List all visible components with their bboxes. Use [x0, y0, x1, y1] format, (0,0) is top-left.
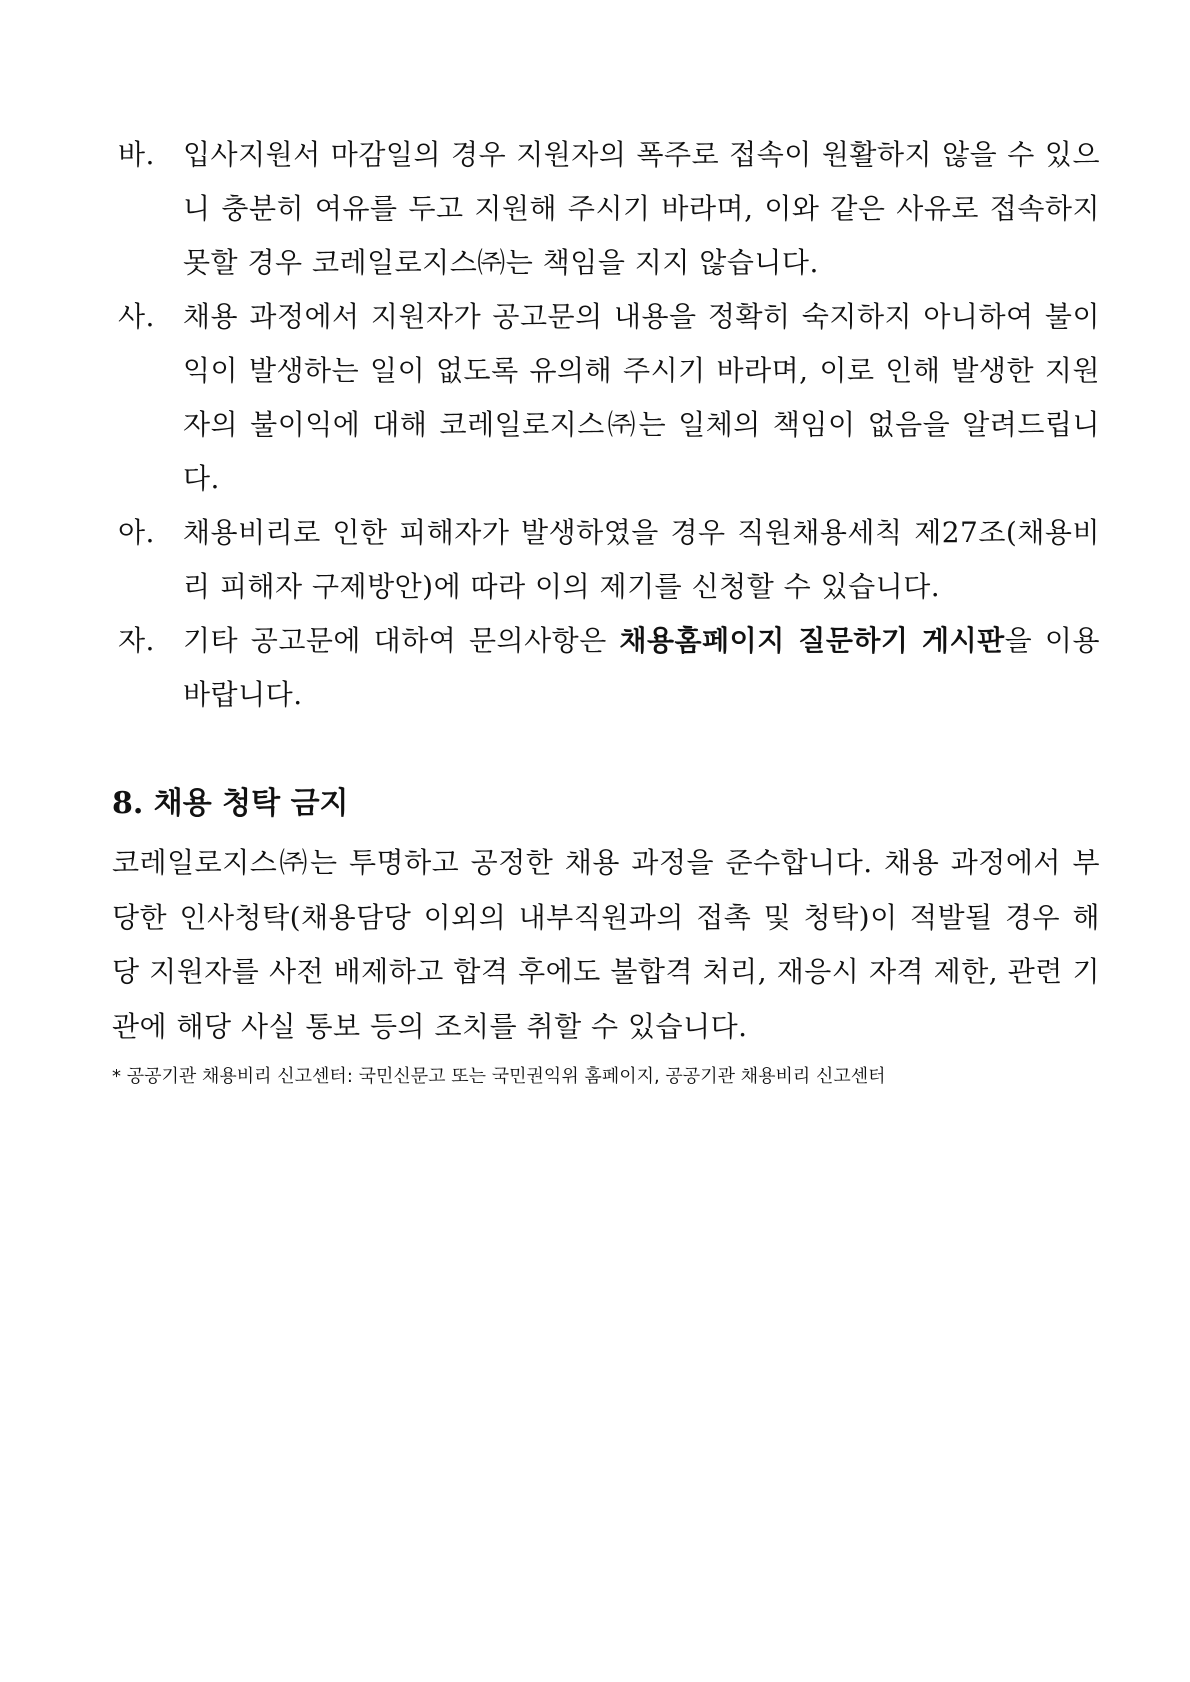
- list-item-text: 채용 과정에서 지원자가 공고문의 내용을 정확히 숙지하지 아니하여 불이익이 발생하는 일이 없도록 유의해 주시기 바라며, 이로 인해 발생한 지원자의 불이익에 대해 코레일로지스㈜는 일체의 책임이 없음을 알려드립니다.: [183, 300, 1100, 495]
- list-item: [118, 290, 1100, 506]
- list-item: [118, 506, 1100, 614]
- list-item-text: 채용비리로 인한 피해자가 발생하였을 경우 직원채용세칙 제27조(채용비리 피해자 구제방안)에 따라 이의 제기를 신청할 수 있습니다.: [183, 516, 1100, 603]
- notice-list: [118, 128, 1100, 722]
- list-item: [118, 128, 1100, 290]
- inquiry-board-name: 채용홈페이지 질문하기 게시판: [619, 624, 1005, 657]
- list-item-text: 을 이용 바랍니다.: [183, 624, 1101, 711]
- list-marker: 바.: [118, 138, 155, 171]
- list-item-text: 입사지원서 마감일의 경우 지원자의 폭주로 접속이 원활하지 않을 수 있으니 충분히 여유를 두고 지원해 주시기 바라며, 이와 같은 사유로 접속하지 못할 경우 코레일로지스㈜는 책임을 지지 않습니다.: [183, 138, 1100, 279]
- list-item-text: 기타 공고문에 대하여 문의사항은: [183, 624, 620, 657]
- list-marker: 사.: [118, 300, 155, 333]
- list-marker: 아.: [118, 516, 155, 549]
- section-title: 8. 채용 청탁 금지: [112, 786, 349, 821]
- section-recruitment-solicitation: [112, 784, 1100, 1090]
- list-item: [118, 614, 1100, 722]
- list-marker: 자.: [118, 624, 155, 657]
- footnote: * 공공기관 채용비리 신고센터: 국민신문고 또는 국민권익위 홈페이지, 공공기관 채용비리 신고센터: [112, 1066, 886, 1087]
- section-body: 코레일로지스㈜는 투명하고 공정한 채용 과정을 준수합니다. 채용 과정에서 부당한 인사청탁(채용담당 이외의 내부직원과의 접촉 및 청탁)이 적발될 경우 해당 지원자를 사전 배제하고 합격 후에도 불합격 처리, 재응시 자격 제한, 관련 기관에 해당 사실 통보 등의 조치를 취할 수 있습니다.: [112, 846, 1100, 1043]
